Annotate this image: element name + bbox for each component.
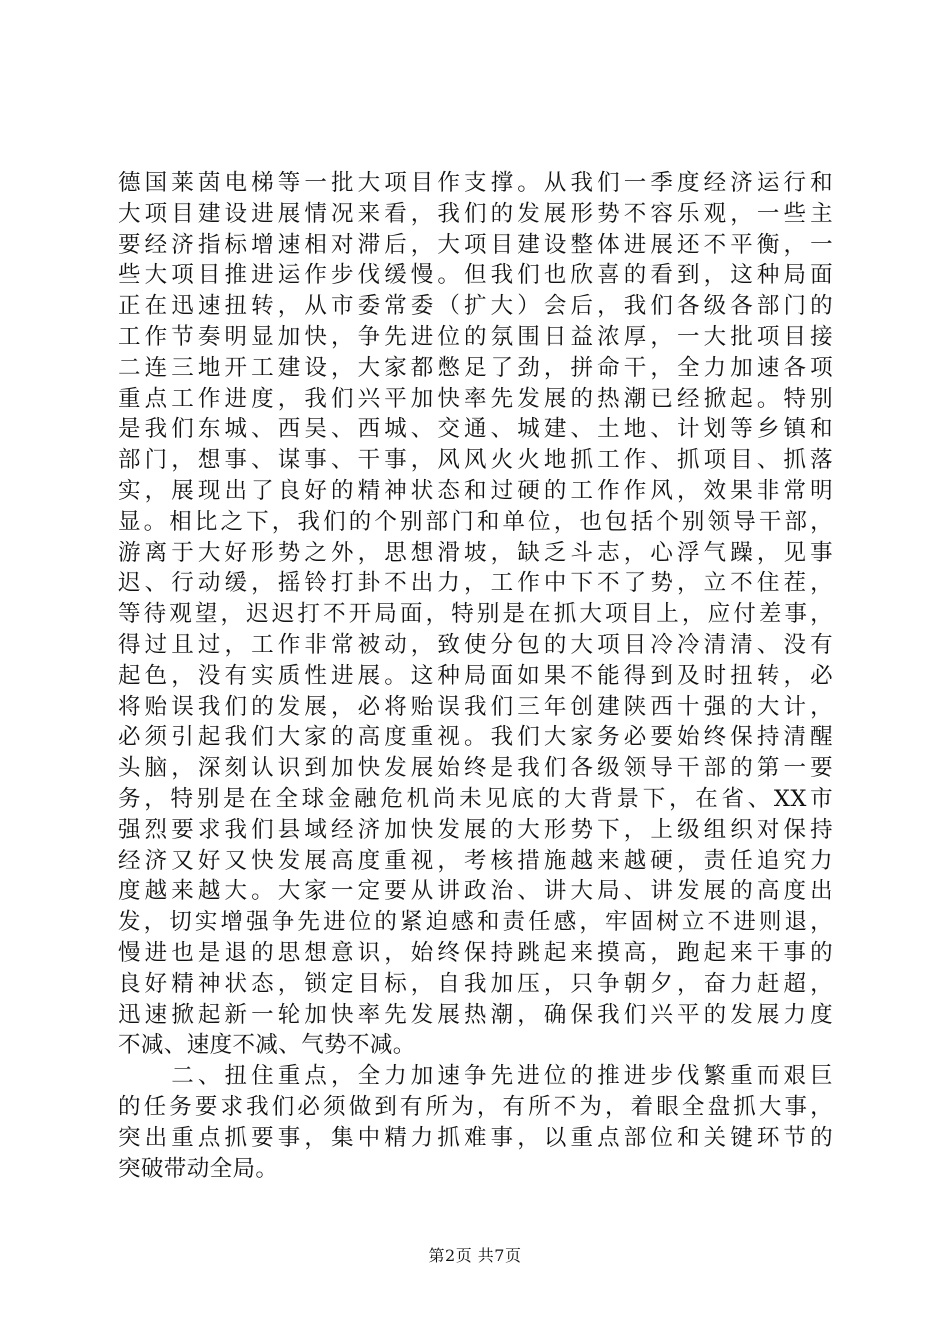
text-line: 突出重点抓要事，集中精力抓难事，以重点部位和关键环节的: [118, 1124, 833, 1151]
text-line: 起色，没有实质性进展。这种局面如果不能得到及时扭转，必: [118, 662, 833, 689]
text-line: 些大项目推进运作步伐缓慢。但我们也欣喜的看到，这种局面: [118, 262, 833, 289]
text-line: 突破带动全局。: [118, 1155, 279, 1182]
text-line: 正在迅速扭转，从市委常委（扩大）会后，我们各级各部门的: [118, 293, 833, 320]
text-line: 德国莱茵电梯等一批大项目作支撑。从我们一季度经济运行和: [118, 170, 833, 196]
text-line: 迅速掀起新一轮加快率先发展热潮，确保我们兴平的发展力度: [118, 1001, 833, 1028]
text-line: 得过且过，工作非常被动，致使分包的大项目冷冷清清、没有: [118, 631, 833, 658]
text-line: 的任务要求我们必须做到有所为，有所不为，着眼全盘抓大事，: [118, 1093, 833, 1120]
text-line: 度越来越大。大家一定要从讲政治、讲大局、讲发展的高度出: [118, 878, 833, 905]
text-line: 大项目建设进展情况来看，我们的发展形势不容乐观，一些主: [118, 200, 833, 227]
text-line: 部门，想事、谋事、干事，风风火火地抓工作、抓项目、抓落: [118, 447, 833, 474]
text-line: 实，展现出了良好的精神状态和过硬的工作作风，效果非常明: [118, 477, 833, 504]
text-line: 慢进也是退的思想意识，始终保持跳起来摸高，跑起来干事的: [118, 939, 833, 966]
text-line: 将贻误我们的发展，必将贻误我们三年创建陕西十强的大计，: [118, 693, 833, 720]
text-line: 工作节奏明显加快，争先进位的氛围日益浓厚，一大批项目接: [118, 323, 833, 350]
text-line: 要经济指标增速相对滞后，大项目建设整体进展还不平衡，一: [118, 231, 833, 258]
text-line: 务，特别是在全球金融危机尚未见底的大背景下，在省、XX市: [118, 785, 833, 812]
text-line: 不减、速度不减、气势不减。: [118, 1032, 416, 1059]
text-line: 良好精神状态，锁定目标，自我加压，只争朝夕，奋力赶超，: [118, 970, 833, 997]
text-line: 显。相比之下，我们的个别部门和单位，也包括个别领导干部，: [118, 508, 833, 535]
text-line: 经济又好又快发展高度重视，考核措施越来越硬，责任追究力: [118, 847, 833, 874]
text-line: 必须引起我们大家的高度重视。我们大家务必要始终保持清醒: [118, 724, 833, 751]
text-line: 重点工作进度，我们兴平加快率先发展的热潮已经掀起。特别: [118, 385, 833, 412]
text-line: 头脑，深刻认识到加快发展始终是我们各级领导干部的第一要: [118, 755, 833, 782]
text-line: 二连三地开工建设，大家都憋足了劲，拼命干，全力加速各项: [118, 354, 833, 381]
text-line: 二、扭住重点，全力加速争先进位的推进步伐繁重而艰巨: [118, 1063, 833, 1090]
text-line: 是我们东城、西吴、西城、交通、城建、土地、计划等乡镇和: [118, 416, 833, 443]
body-text: [118, 168, 833, 1184]
text-line: 游离于大好形势之外，思想滑坡，缺乏斗志，心浮气躁，见事: [118, 539, 833, 566]
text-line: 等待观望，迟迟打不开局面，特别是在抓大项目上，应付差事，: [118, 601, 833, 628]
page-number-footer: 第2页 共7页: [428, 1246, 522, 1265]
text-line: 迟、行动缓，摇铃打卦不出力，工作中下不了势，立不住茬，: [118, 570, 833, 597]
text-line: 发，切实增强争先进位的紧迫感和责任感，牢固树立不进则退，: [118, 909, 833, 936]
text-line: 强烈要求我们县域经济加快发展的大形势下，上级组织对保持: [118, 816, 833, 843]
